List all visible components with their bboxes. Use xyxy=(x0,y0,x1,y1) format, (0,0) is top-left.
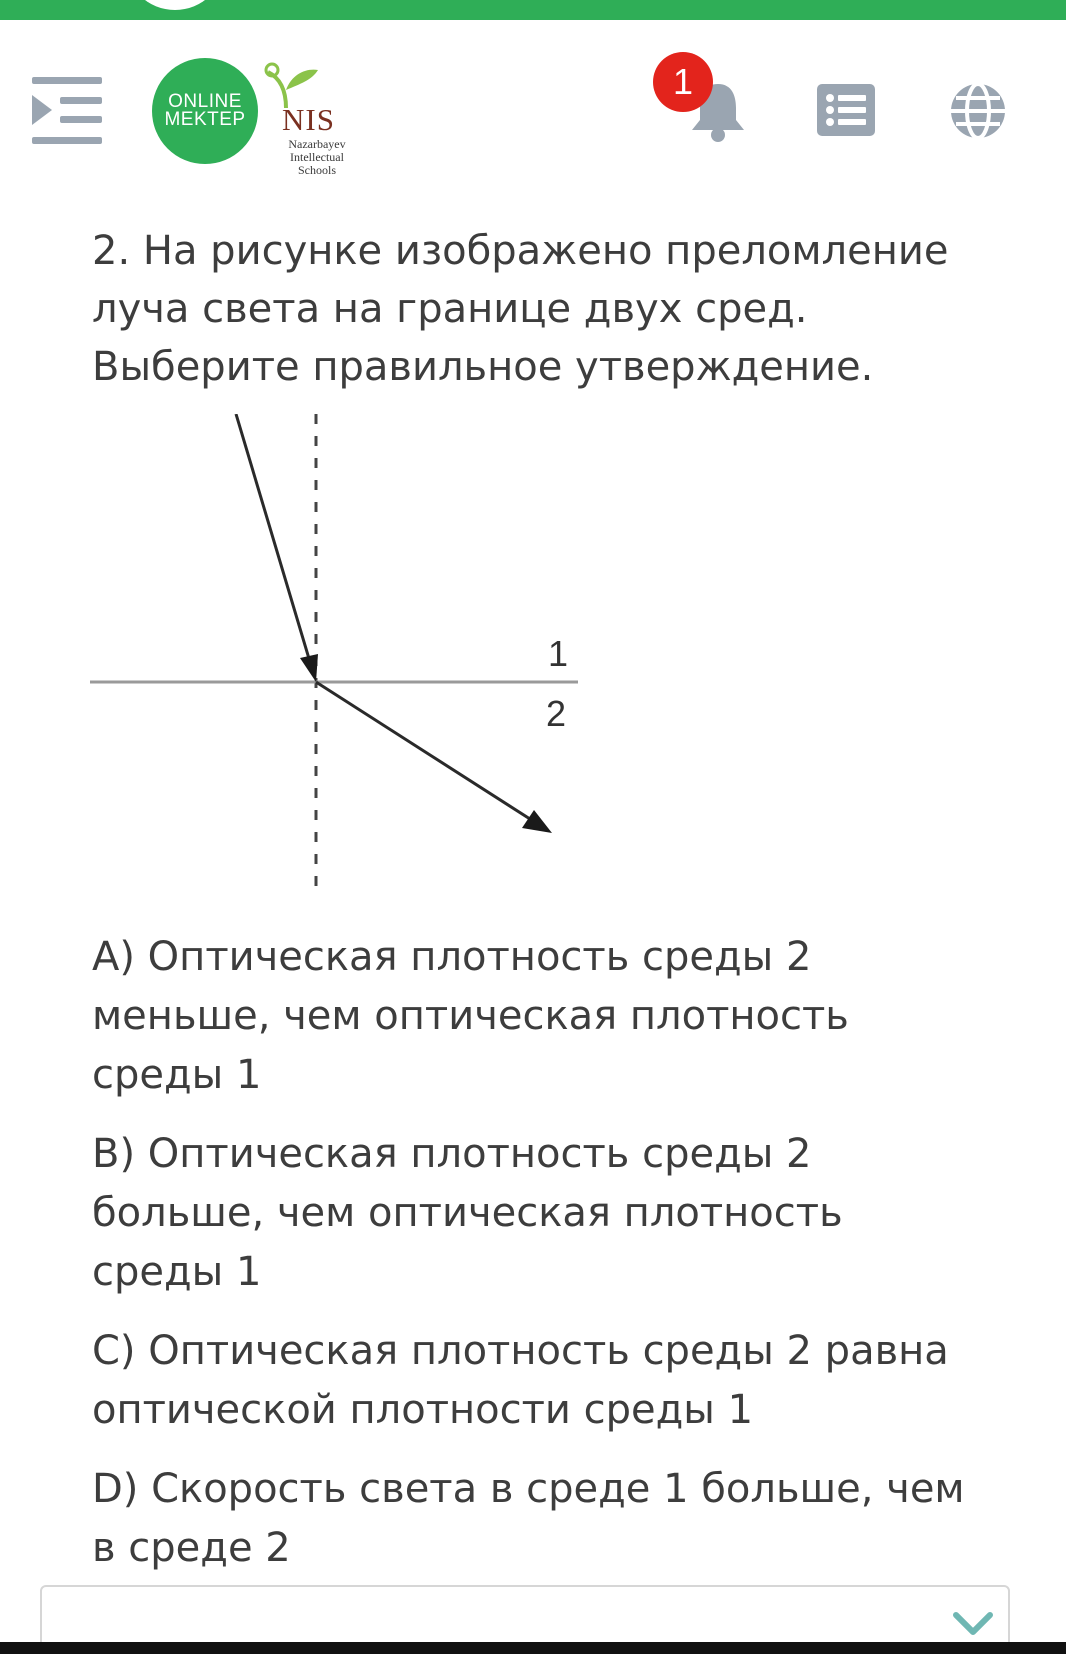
option-b-line-3: среды 1 xyxy=(92,1249,262,1295)
medium-label-1: 1 xyxy=(548,633,569,674)
option-d-line-1: D) Скорость света в среде 1 больше, чем xyxy=(92,1466,965,1512)
answer-options xyxy=(92,928,992,1598)
option-b-line-2: больше, чем оптическая плотность xyxy=(92,1190,843,1236)
question-line-1: 2. На рисунке изображено преломление xyxy=(92,228,949,274)
top-status-strip xyxy=(0,0,1066,20)
option-c-line-1: C) Оптическая плотность среды 2 равна xyxy=(92,1328,949,1374)
option-d[interactable] xyxy=(92,1460,992,1578)
refracted-arrowhead xyxy=(522,810,552,833)
nis-subtitle-line-3: Schools xyxy=(297,163,336,177)
option-a-line-1: A) Оптическая плотность среды 2 xyxy=(92,934,812,980)
nis-wordmark: NIS xyxy=(282,102,335,137)
chevron-down-icon xyxy=(952,1609,994,1639)
nis-subtitle xyxy=(262,138,372,177)
option-a-line-2: меньше, чем оптическая плотность xyxy=(92,993,849,1039)
question-line-3: Выберите правильное утверждение. xyxy=(92,344,874,390)
globe-icon[interactable] xyxy=(949,82,1007,140)
notification-badge: 1 xyxy=(653,52,713,112)
refraction-diagram xyxy=(90,414,590,904)
option-b[interactable] xyxy=(92,1125,992,1302)
question-line-2: луча света на границе двух сред. xyxy=(92,286,808,332)
logo-online-line-1: ONLINE xyxy=(168,91,242,112)
top-strip-knob xyxy=(125,0,225,10)
medium-label-2: 2 xyxy=(546,693,567,734)
list-icon[interactable] xyxy=(817,84,875,136)
app-header xyxy=(0,20,1066,190)
online-mektep-logo xyxy=(152,58,258,164)
incident-ray xyxy=(236,414,310,662)
incident-arrowhead xyxy=(300,654,318,682)
option-c-line-2: оптической плотности среды 1 xyxy=(92,1387,754,1433)
question-text xyxy=(92,222,992,396)
menu-indent-icon[interactable] xyxy=(32,75,106,147)
nis-subtitle-line-2: Intellectual xyxy=(290,150,344,164)
option-b-line-1: B) Оптическая плотность среды 2 xyxy=(92,1131,812,1177)
option-a-line-3: среды 1 xyxy=(92,1052,262,1098)
nis-subtitle-line-1: Nazarbayev xyxy=(288,137,346,151)
option-a[interactable] xyxy=(92,928,992,1105)
question-block xyxy=(92,222,992,396)
option-d-line-2: в среде 2 xyxy=(92,1525,291,1571)
bottom-system-bar xyxy=(0,1642,1066,1654)
nis-logo xyxy=(262,60,362,177)
option-c[interactable] xyxy=(92,1322,992,1440)
refracted-ray xyxy=(316,682,530,819)
logo-online-line-2: MEKTEP xyxy=(164,109,246,130)
